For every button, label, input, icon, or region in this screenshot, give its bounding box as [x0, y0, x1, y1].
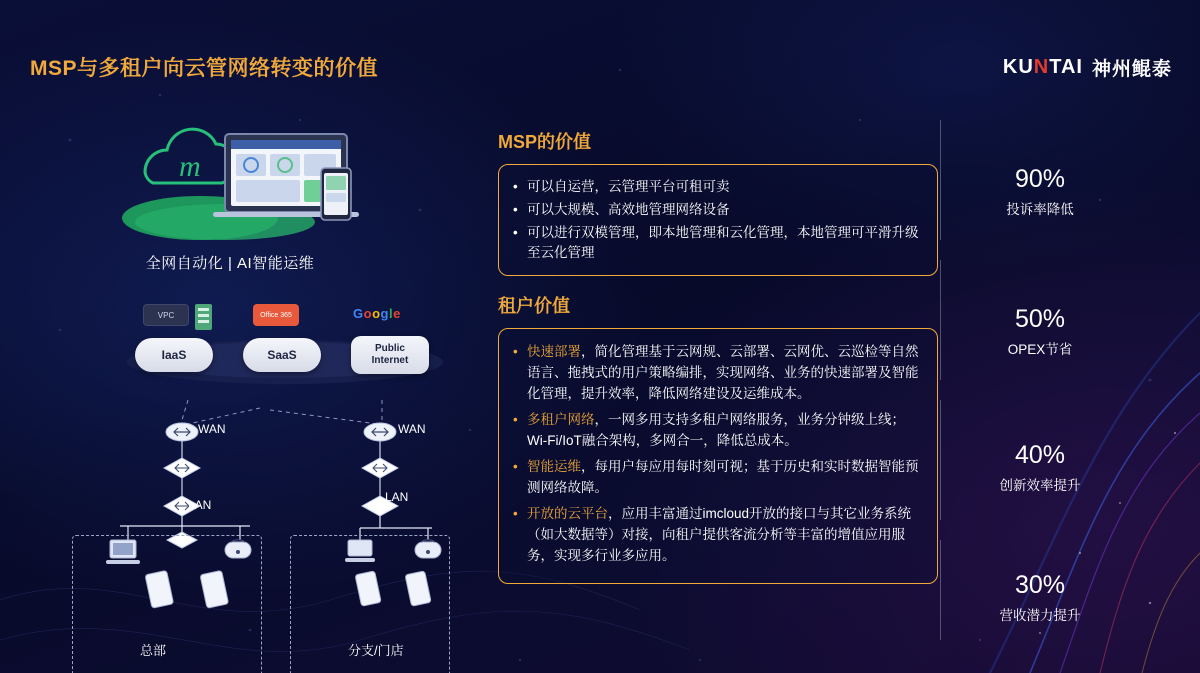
stat-label: 投诉率降低 [1006, 202, 1074, 217]
section-title-msp: MSP的价值 [498, 132, 592, 152]
logo-chinese-name: 神州鲲泰 [1091, 59, 1172, 80]
logo-mark-left: KU [1002, 56, 1034, 78]
stat-value: 90% [1014, 165, 1066, 193]
stat-value: 50% [1014, 305, 1066, 333]
list-item [513, 177, 923, 197]
tenant-item-lead: 快速部署 [527, 344, 581, 359]
label-site-branch: 分支/门店 [348, 643, 404, 658]
label-wan-right: WAN [398, 422, 426, 436]
tenant-item-lead: 多租户网络 [527, 412, 595, 427]
label-lan-right: LAN [385, 490, 409, 504]
value-sections [498, 128, 938, 584]
service-iaas: IaaS [135, 338, 213, 372]
list-item [513, 456, 923, 498]
list-item [513, 409, 923, 451]
section-tenant [498, 292, 938, 584]
label-wan-left: WAN [198, 422, 226, 436]
list-item [513, 200, 923, 220]
logo-wordmark [1003, 56, 1083, 79]
list-item [513, 223, 923, 263]
msp-item-text: 可以进行双模管理，即本地管理和云化管理，本地管理可平滑升级至云化管理 [527, 225, 919, 260]
vpc-badge: VPC [143, 304, 189, 326]
card-tenant-value [498, 328, 938, 584]
stat-label: OPEX节省 [1007, 342, 1073, 357]
server-icon [191, 302, 217, 332]
tenant-item-text: ，一网多用支持多租户网络服务，业务分钟级上线；Wi-Fi/IoT融合架构，多网合一，降低总成本。 [527, 412, 905, 448]
tenant-item-lead: 智能运维 [527, 459, 581, 474]
stat-opex [940, 304, 1140, 358]
brand-logo [1003, 54, 1172, 81]
cloud-and-devices-graphic [105, 110, 365, 240]
logo-mark-right: TAI [1049, 56, 1083, 78]
stat-innovation [940, 440, 1140, 494]
stats-column [940, 120, 1188, 640]
tenant-item-text: ，每用户每应用每时刻可视；基于历史和实时数据智能预测网络故障。 [527, 459, 919, 495]
stat-complaint-rate [940, 164, 1140, 218]
list-item [513, 341, 923, 404]
service-saas: SaaS [243, 338, 321, 372]
label-lan-left: LAN [188, 498, 212, 512]
stat-value: 40% [1014, 441, 1066, 469]
tenant-item-lead: 开放的云平台 [527, 506, 608, 521]
cloud-services-row [125, 300, 445, 390]
section-title-tenant: 租户价值 [498, 296, 570, 316]
stat-revenue [940, 570, 1140, 624]
tenant-item-text: ，简化管理基于云网规、云部署、云网优、云巡检等自然语言、拖拽式的用户策略编排，实现网络、业务的快速部署及智能化管理，提升效率，降低网络建设及运维成本。 [527, 344, 919, 401]
service-public-internet: Public Internet [351, 336, 429, 374]
office365-badge: Office 365 [253, 304, 299, 326]
msp-item-text: 可以大规模、高效地管理网络设备 [527, 202, 730, 217]
tenant-item-text: ，应用丰富通过imcloud开放的接口与其它业务系统（如大数据等）对接，向租户提供客流分析等丰富的增值应用服务，实现多行业多应用。 [527, 506, 912, 563]
list-item [513, 503, 923, 566]
site-box-headquarters [72, 535, 262, 673]
msp-item-text: 可以自运营，云管理平台可租可卖 [527, 179, 730, 194]
illustration-caption: 全网自动化 | AI智能运维 [145, 255, 315, 272]
stat-value: 30% [1014, 571, 1066, 599]
card-msp-value [498, 164, 938, 276]
page-title: MSP与多租户向云管网络转变的价值 [30, 57, 379, 80]
stat-label: 营收潜力提升 [999, 608, 1081, 623]
stat-label: 创新效率提升 [999, 478, 1081, 493]
google-badge: Google [353, 306, 401, 321]
network-illustration [20, 100, 460, 660]
label-site-headquarters: 总部 [140, 643, 167, 658]
svg-text:m: m [179, 150, 201, 183]
section-msp [498, 128, 938, 276]
logo-mark-accent: N [1033, 56, 1050, 78]
